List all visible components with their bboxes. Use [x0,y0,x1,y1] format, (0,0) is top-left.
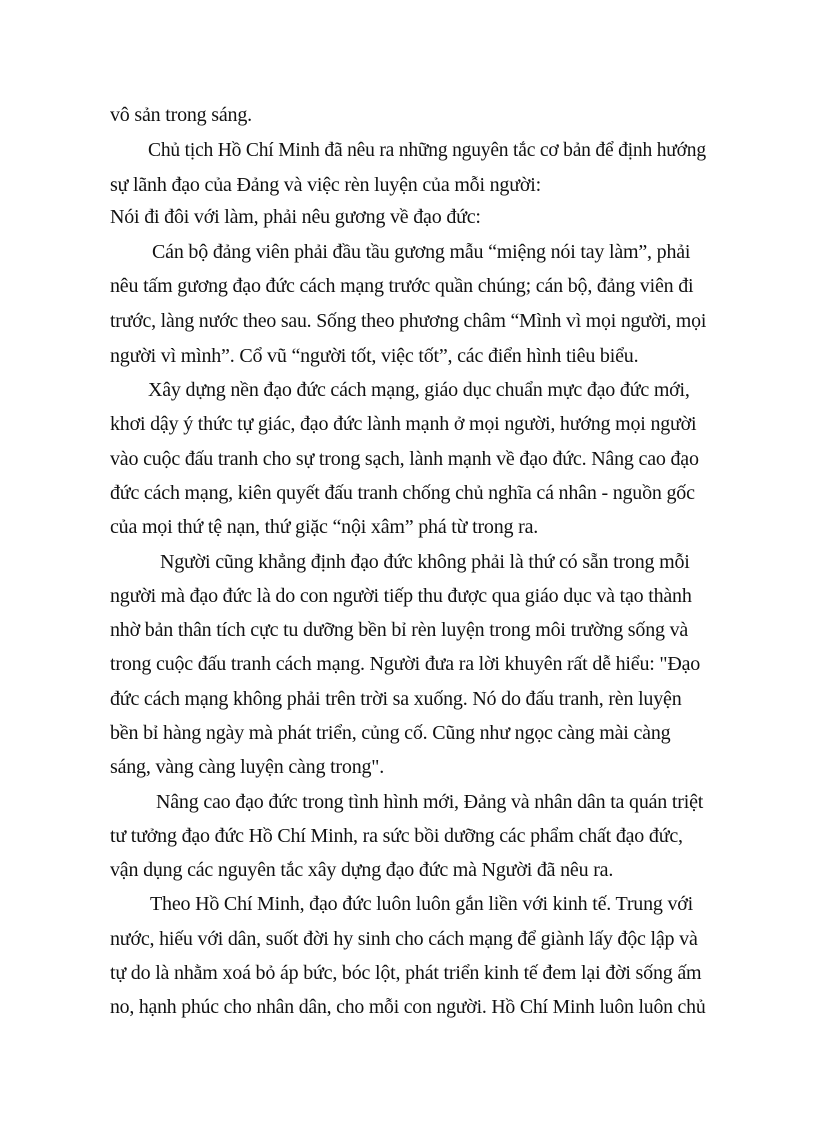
text-line: trong cuộc đấu tranh cách mạng. Người đưa ra lời khuyên rất dễ hiểu: "Đạo [110,653,701,675]
text-line: người mà đạo đức là do con người tiếp thu được qua giáo dục và tạo thành [110,585,692,607]
text-line: Xây dựng nền đạo đức cách mạng, giáo dục chuẩn mực đạo đức mới, [148,379,690,401]
text-line: đức cách mạng, kiên quyết đấu tranh chống chủ nghĩa cá nhân - nguồn gốc [110,482,695,504]
text-line: Nâng cao đạo đức trong tình hình mới, Đảng và nhân dân ta quán triệt [156,791,704,813]
text-line: nước, hiếu với dân, suốt đời hy sinh cho cách mạng để giành lấy độc lập và [110,928,698,950]
text-line: tự do là nhằm xoá bỏ áp bức, bóc lột, phát triển kinh tế đem lại đời sống ấm [110,962,702,984]
text-line: bền bỉ hàng ngày mà phát triển, củng cố. Cũng như ngọc càng mài càng [110,722,671,744]
text-line: Người cũng khẳng định đạo đức không phải là thứ có sẵn trong mỗi [160,551,690,573]
text-line: Chủ tịch Hồ Chí Minh đã nêu ra những nguyên tắc cơ bản để định hướng [148,139,706,161]
text-line: vận dụng các nguyên tắc xây dựng đạo đức mà Người đã nêu ra. [110,859,614,881]
text-line: sáng, vàng càng luyện càng trong". [110,756,385,778]
text-line: đức cách mạng không phải trên trời sa xuống. Nó do đấu tranh, rèn luyện [110,688,682,710]
text-line: Theo Hồ Chí Minh, đạo đức luôn luôn gắn liền với kinh tế. Trung với [150,893,694,915]
text-line: nhờ bản thân tích cực tu dưỡng bền bỉ rèn luyện trong môi trường sống và [110,619,689,641]
text-line: trước, làng nước theo sau. Sống theo phương châm “Mình vì mọi người, mọi [110,310,707,332]
text-line: vô sản trong sáng. [110,104,252,126]
text-line: Nói đi đôi với làm, phải nêu gương về đạo đức: [110,206,481,228]
text-line: người vì mình”. Cổ vũ “người tốt, việc tốt”, các điển hình tiêu biểu. [110,345,639,367]
text-line: tư tưởng đạo đức Hồ Chí Minh, ra sức bồi dưỡng các phẩm chất đạo đức, [110,825,683,847]
text-line: nêu tấm gương đạo đức cách mạng trước quần chúng; cán bộ, đảng viên đi [110,275,694,297]
text-line: vào cuộc đấu tranh cho sự trong sạch, lành mạnh về đạo đức. Nâng cao đạo [110,448,699,470]
text-line: khơi dậy ý thức tự giác, đạo đức lành mạnh ở mọi người, hướng mọi người [110,413,697,435]
text-line: no, hạnh phúc cho nhân dân, cho mỗi con người. Hồ Chí Minh luôn luôn chủ [110,996,706,1018]
text-line: sự lãnh đạo của Đảng và việc rèn luyện của mỗi người: [110,174,541,196]
text-line: của mọi thứ tệ nạn, thứ giặc “nội xâm” phá từ trong ra. [110,516,539,538]
text-line: Cán bộ đảng viên phải đầu tầu gương mẫu “miệng nói tay làm”, phải [152,241,691,263]
